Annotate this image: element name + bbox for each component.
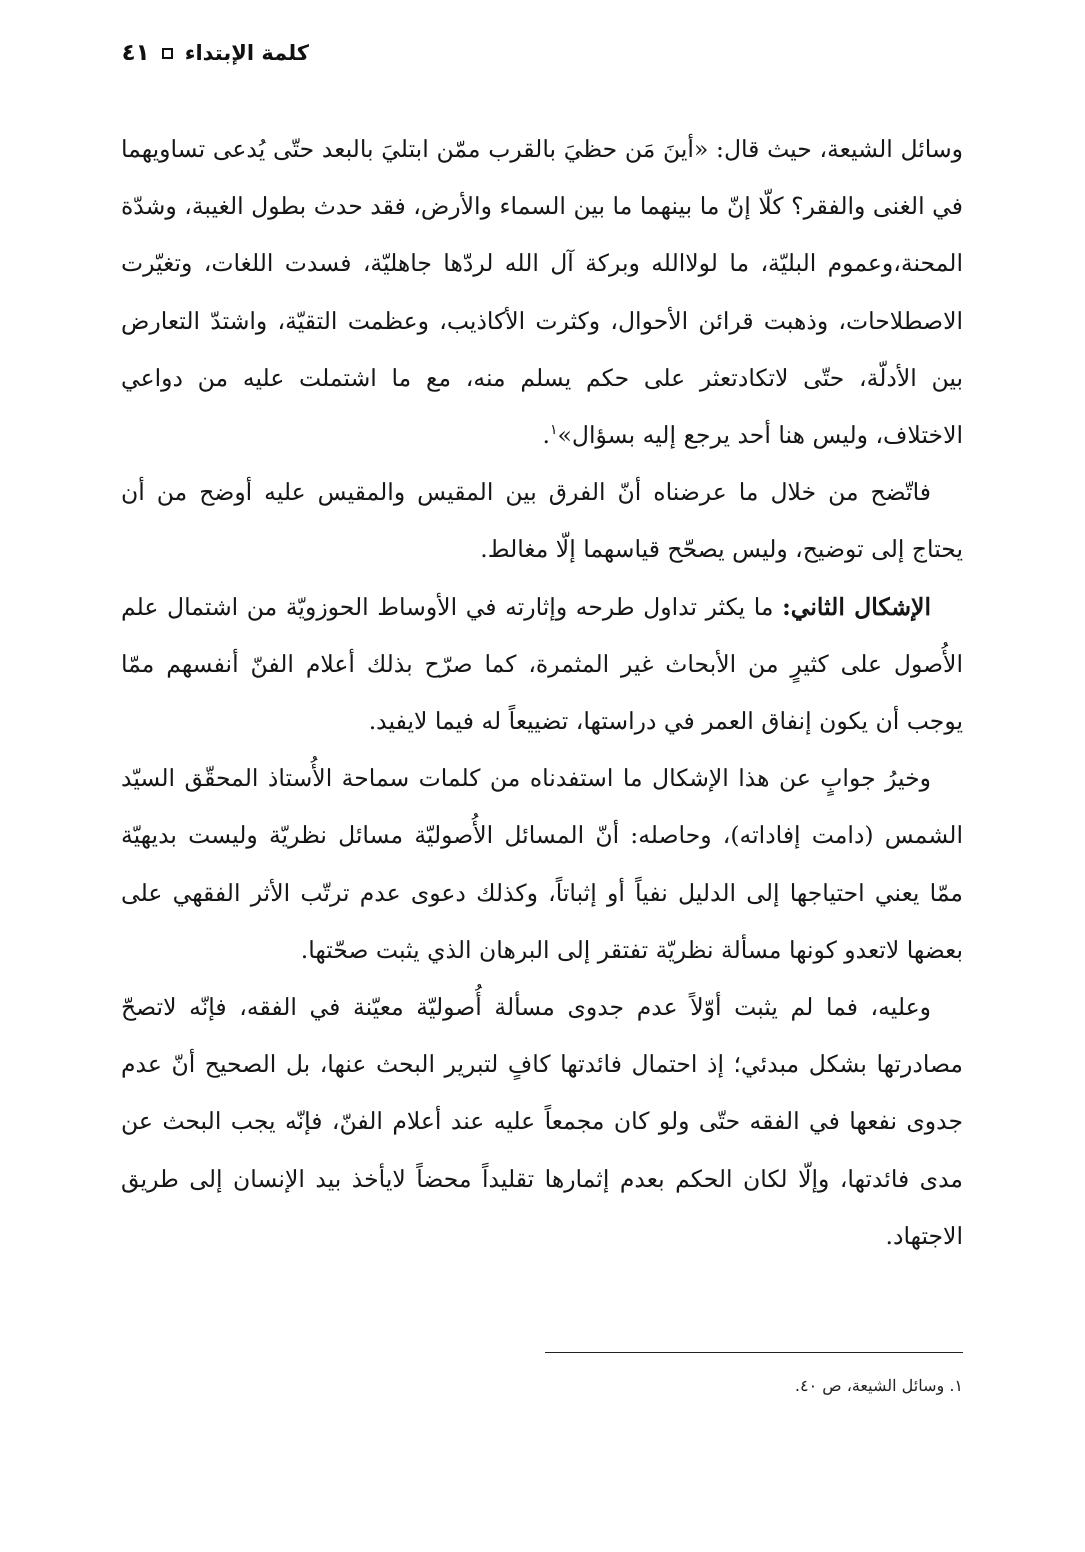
paragraph-text: ما يكثر تداول طرحه وإثارته في الأوساط الحوزويّة من اشتمال علم الأُصول على كثيرٍ من الأبحاث غير المثمرة، كما صرّح بذلك أعلام الفنّ أنفسهم ممّا يوجب أن يكون إنفاق العمر في دراستها، تضييعاً له فيما لايفيد.	[121, 592, 963, 736]
paragraph-text: وعليه، فما لم يثبت أوّلاً عدم جدوى مسألة أُصوليّة معيّنة في الفقه، فإنّه لاتصحّ مصادرتها بشكل مبدئي؛ إذ احتمال فائدتها كافٍ لتبرير البحث عنها، بل الصحيح أنّ عدم جدوى نفعها في الفقه حتّى ولو كان مجمعاً عليه عند أعلام الفنّ، فإنّه يجب البحث عن مدى فائدتها، وإلّا لكان الحكم بعدم إثمارها تقليداً محضاً لايأخذ بيد الإنسان إلى طريق الاجتهاد.	[121, 993, 963, 1250]
footnote: ١. وسائل الشيعة، ص ٤٠.	[794, 1376, 963, 1395]
running-head	[122, 40, 309, 66]
square-ornament-icon	[162, 48, 173, 59]
running-head-title: كلمة الإبتداء	[184, 41, 309, 65]
paragraph-hadith-quote	[121, 121, 963, 464]
paragraph-text: وسائل الشيعة، حيث قال: «أينَ مَن حظيَ بالقرب ممّن ابتليَ بالبعد حتّى يُدعى تساويهما في الغنى والفقر؟ كلّا إنّ ما بينهما ما بين السماء والأرض، فقد حدث بطول الغيبة، وشدّة المحنة،وعموم البليّة، ما لولاالله وبركة آل الله لردّها جاهليّة، فسدت اللغات، وتغيّرت الاصطلاحات، وذهبت قرائن الأحوال، وكثرت الأكاذيب، وعظمت التقيّة، واشتدّ التعارض بين الأدلّة، حتّى لاتكادتعثر على حكم يسلم منه، مع ما اشتملت عليه من دواعي الاختلاف، وليس هنا أحد يرجع إليه بسؤال»	[121, 135, 963, 450]
paragraph-answer	[121, 750, 963, 979]
paragraph-tail: .	[542, 421, 550, 450]
footnote-divider	[545, 1352, 963, 1353]
objection-heading: الإشكال الثاني:	[782, 592, 931, 621]
paragraph-conclusion	[121, 464, 963, 578]
paragraph-second-objection	[121, 579, 963, 751]
footnote-reference: ١	[549, 422, 558, 439]
paragraph-text: وخيرُ جوابٍ عن هذا الإشكال ما استفدناه من كلمات سماحة الأُستاذ المحقّق السيّد الشمس (دامت إفاداته)، وحاصله: أنّ المسائل الأُصوليّة مسائل نظريّة وليست بديهيّة ممّا يعني احتياجها إلى الدليل نفياً أو إثباتاً، وكذلك دعوى عدم ترتّب الأثر الفقهي على بعضها لاتعدو كونها مسألة نظريّة تفتقر إلى البرهان الذي يثبت صحّتها.	[121, 764, 963, 964]
paragraph-text: فاتّضح من خلال ما عرضناه أنّ الفرق بين المقيس والمقيس عليه أوضح من أن يحتاج إلى توضيح، وليس يصحّح قياسهما إلّا مغالط.	[121, 478, 963, 564]
paragraph-consequence	[121, 979, 963, 1265]
body-text	[121, 121, 963, 1265]
page-number: ٤١	[121, 40, 150, 66]
